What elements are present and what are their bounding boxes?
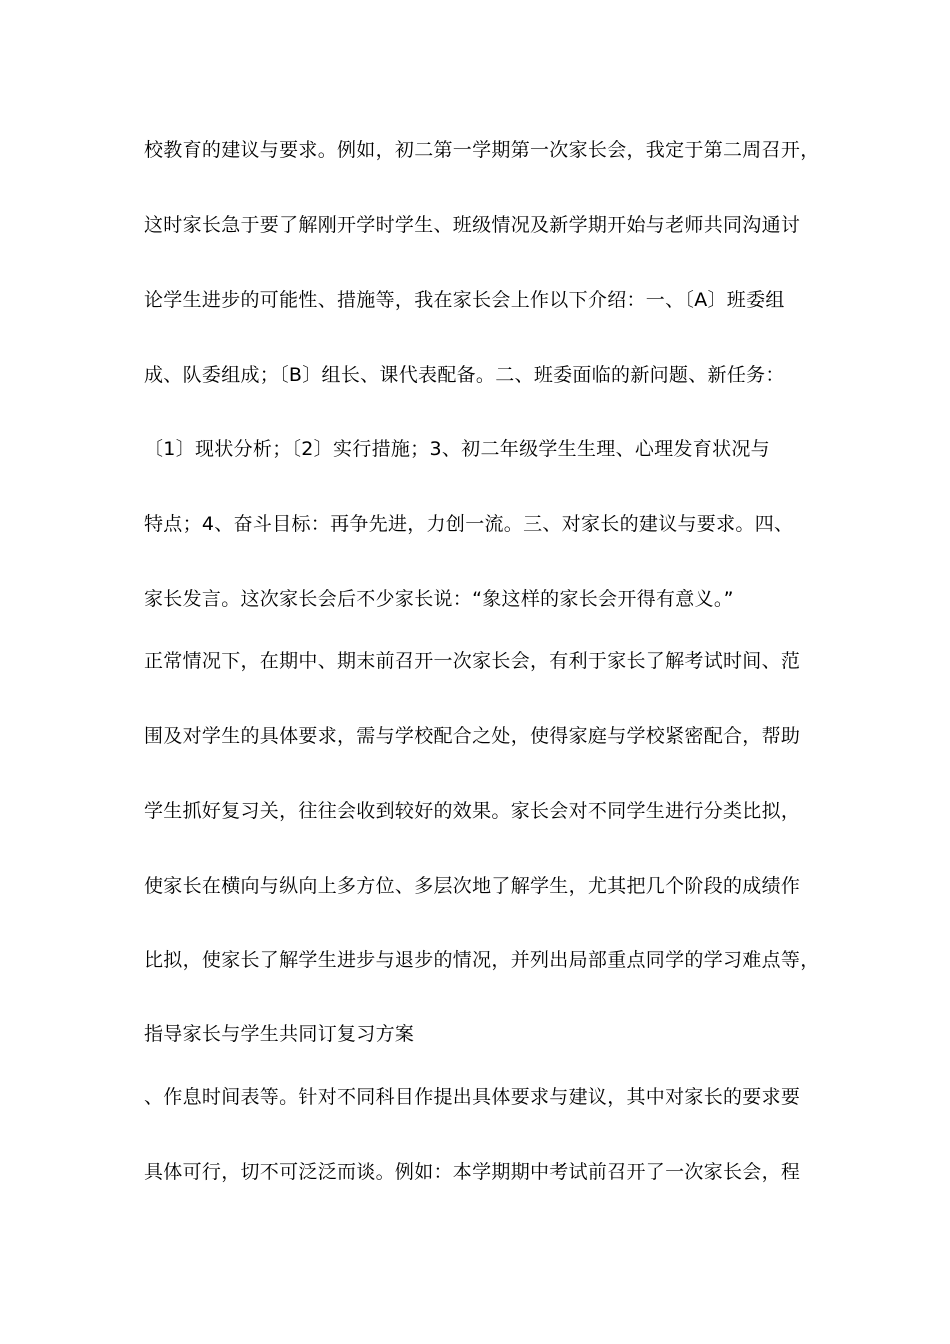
text-line-6: 特点；4、奋斗目标：再争先进，力创一流。三、对家长的建议与要求。四、 <box>144 513 794 535</box>
text-line-1: 校教育的建议与要求。例如，初二第一学期第一次家长会，我定于第二周召开， <box>144 139 820 161</box>
text-line-12: 比拟，使家长了解学生进步与退步的情况，并列出局部重点同学的学习难点等， <box>144 949 820 971</box>
text-line-2: 这时家长急于要了解刚开学时学生、班级情况及新学期开始与老师共同沟通讨 <box>144 214 801 236</box>
text-line-13: 指导家长与学生共同订复习方案 <box>144 1023 415 1045</box>
text-line-3: 论学生进步的可能性、措施等，我在家长会上作以下介绍：一、〔A〕班委组 <box>144 289 785 311</box>
text-line-10: 学生抓好复习关，往往会收到较好的效果。家长会对不同学生进行分类比拟， <box>144 800 801 822</box>
text-line-15: 具体可行，切不可泛泛而谈。例如：本学期期中考试前召开了一次家长会，程 <box>144 1161 801 1183</box>
text-line-7: 家长发言。这次家长会后不少家长说：“象这样的家长会开得有意义。” <box>144 588 734 610</box>
text-line-11: 使家长在横向与纵向上多方位、多层次地了解学生，尤其把几个阶段的成绩作 <box>144 875 801 897</box>
text-line-8: 正常情况下，在期中、期末前召开一次家长会，有利于家长了解考试时间、范 <box>144 650 801 672</box>
text-line-14: 、作息时间表等。针对不同科目作提出具体要求与建议，其中对家长的要求要 <box>144 1086 801 1108</box>
text-line-9: 围及对学生的具体要求，需与学校配合之处，使得家庭与学校紧密配合，帮助 <box>144 725 801 747</box>
text-line-4: 成、队委组成；〔B〕组长、课代表配备。二、班委面临的新问题、新任务： <box>144 364 785 386</box>
text-line-5: 〔1〕现状分析；〔2〕实行措施；3、初二年级学生生理、心理发育状况与 <box>144 438 770 460</box>
